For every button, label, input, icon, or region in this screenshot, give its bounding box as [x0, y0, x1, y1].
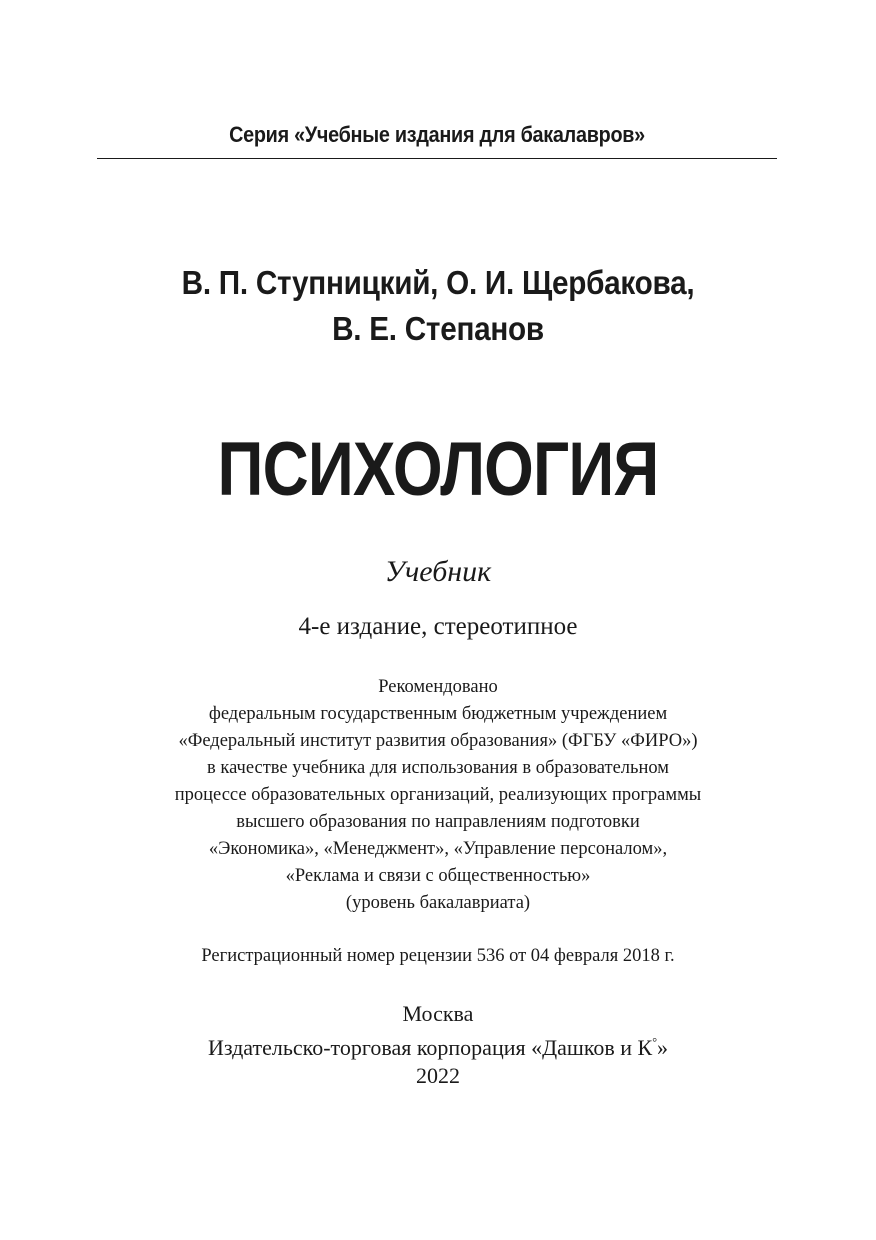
publisher-degree-mark: °: [652, 1035, 658, 1049]
publisher-closing-quote: »: [657, 1035, 669, 1060]
recommendation-line: Рекомендовано: [378, 677, 498, 697]
registration-number: Регистрационный номер рецензии 536 от 04 февраля 2018 г.: [201, 946, 675, 966]
recommendation-line: «Экономика», «Менеджмент», «Управление персоналом»,: [208, 839, 668, 859]
imprint-block: [40, 1000, 836, 1090]
recommendation-line: федеральным государственным бюджетным учреждением: [208, 704, 668, 724]
series-divider: [97, 158, 777, 159]
recommendation-block: [40, 674, 836, 917]
recommendation-line: (уровень бакалавриата): [345, 893, 531, 913]
publisher-name: Издательско-торговая корпорация «Дашков и К: [207, 1035, 653, 1060]
recommendation-line: процессе образовательных организаций, реализующих программы: [174, 785, 702, 805]
authors-block: [60, 260, 816, 352]
recommendation-line: «Реклама и связи с общественностью»: [285, 866, 591, 886]
imprint-city: Москва: [402, 1001, 474, 1026]
book-genre: Учебник: [384, 555, 492, 588]
edition-info: 4-е издание, стереотипное: [298, 613, 578, 640]
imprint-year: 2022: [416, 1063, 460, 1088]
recommendation-line: высшего образования по направлениям подготовки: [236, 812, 640, 832]
recommendation-line: в качестве учебника для использования в образовательном: [207, 758, 669, 778]
authors-line-2: В. Е. Степанов: [332, 310, 544, 347]
series-heading: Серия «Учебные издания для бакалавров»: [229, 122, 645, 147]
book-title: ПСИХОЛОГИЯ: [217, 427, 659, 512]
imprint-publisher: [40, 1028, 836, 1062]
authors-line-1: В. П. Ступницкий, О. И. Щербакова,: [181, 264, 695, 301]
recommendation-line: «Федеральный институт развития образования» (ФГБУ «ФИРО»): [178, 731, 698, 751]
